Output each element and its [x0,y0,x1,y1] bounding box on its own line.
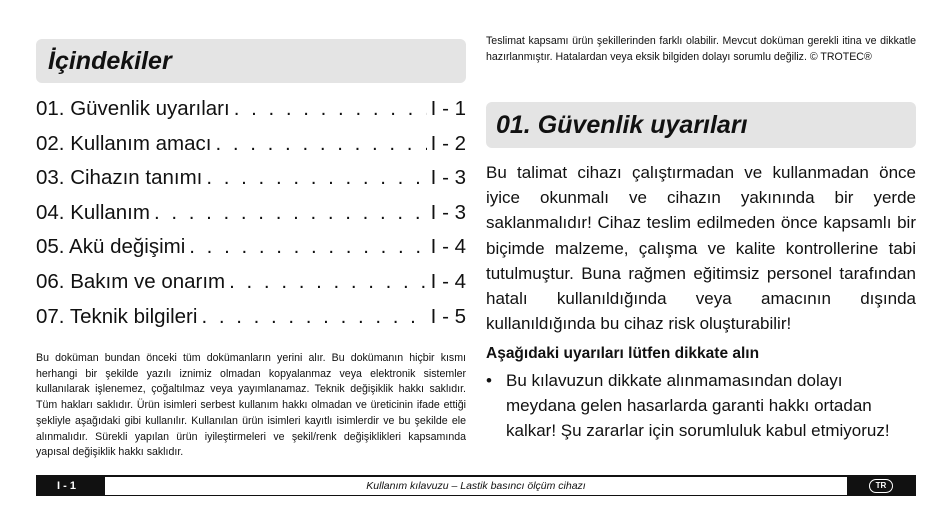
toc-entry[interactable] [36,230,466,265]
toc-leader-dots [189,230,426,265]
warning-list-item [486,368,916,444]
toc-entry-label: 03. Cihazın tanımı [36,166,203,190]
toc-entry-label: 07. Teknik bilgileri [36,304,198,328]
safety-intro-paragraph: Bu talimat cihazı çalıştırmadan ve kullanmadan önce iyice okunmalı ve cihazın yakınında bir yerde saklanmalıdır! Cihaz teslim edilmeden önce kapsamlı bir biçimde malzeme, çalışma ve kalite kontrollerine tabi tutulmuştur. Buna rağmen eğitimsiz personel tarafından hatalı kullanıldığında veya amacının dışında kullanıldığında bu cihaz risk oluşturabilir! [486,163,916,334]
toc-entry[interactable] [36,127,466,162]
warnings-subheading: Aşağıdaki uyarıları lütfen dikkate alın [486,345,760,362]
toc-entry-page: I - 1 [430,97,466,120]
toc-entry-page: I - 3 [430,166,466,190]
toc-entry-label: 05. Akü değişimi [36,235,186,259]
toc-entry-label: 02. Kullanım amacı [36,131,212,155]
warning-text: Bu kılavuzun dikkate alınmamasından dolayı meydana gelen hasarlarda garanti hakkı ortadan kalkar! Şu zararlar için sorumluluk kabul etmiyoruz! [506,371,890,441]
toc-entry-page: I - 4 [430,235,466,259]
copyright-notice: Teslimat kapsamı ürün şekillerinden farklı olabilir. Mevcut doküman gerekli itina ve dikkatle hazırlanmıştır. Hatalardan veya eksik bilgiden dolayı sorumlu değiliz. © TROTEC® [486,35,916,63]
toc-leader-dots [215,127,426,162]
table-of-contents [36,92,466,334]
toc-entry[interactable] [36,161,466,196]
toc-leader-dots [206,161,426,196]
toc-entry-page: I - 4 [430,269,466,293]
footer-page-number: I - 1 [37,477,105,495]
toc-entry-page: I - 5 [430,304,466,328]
section-heading: 01. Güvenlik uyarıları [486,102,916,148]
toc-entry-label: 06. Bakım ve onarım [36,269,226,293]
toc-leader-dots [201,300,426,335]
toc-entry-page: I - 2 [430,131,466,155]
page-footer [36,477,916,496]
toc-entry-label: 01. Güvenlik uyarıları [36,97,230,120]
toc-entry[interactable] [36,265,466,300]
toc-entry-label: 04. Kullanım [36,200,150,224]
toc-leader-dots [229,265,427,300]
toc-heading: İçindekiler [36,39,466,83]
toc-entry-page: I - 3 [430,200,466,224]
footer-language [847,477,915,495]
toc-leader-dots [234,92,427,127]
legal-disclaimer: Bu doküman bundan önceki tüm dokümanların yerini alır. Bu dokümanın hiçbir kısmı herhangi bir şekilde yazılı iznimiz olmadan kopyalanmaz veya elektronik sistemler kullanılarak işlenemez, çoğaltılmaz veya yayımlanamaz. Teknik değişiklik hakkı saklıdır. Tüm hakları saklıdır. Ürün isimleri serbest kullanım hakkı olmadan ve üreticinin ifade ettiği şekliyle aşağıdaki gibi kullanılır. Kullanılan ürün isimleri kayıtlı isimlerdir ve bu şekilde ele alınmalıdır. Sürekli yapılan ürün iyileştirmeleri ve şekil/renk değişiklikleri kapsamında yapısal değişiklik hakkı saklıdır. [36,352,466,459]
toc-entry[interactable] [36,300,466,335]
language-badge: TR [869,479,893,493]
toc-entry[interactable] [36,92,466,127]
toc-entry[interactable] [36,196,466,231]
bullet-icon: • [486,371,492,390]
toc-leader-dots [154,196,427,231]
footer-manual-title: Kullanım kılavuzu – Lastik basıncı ölçüm cihazı [366,480,586,492]
